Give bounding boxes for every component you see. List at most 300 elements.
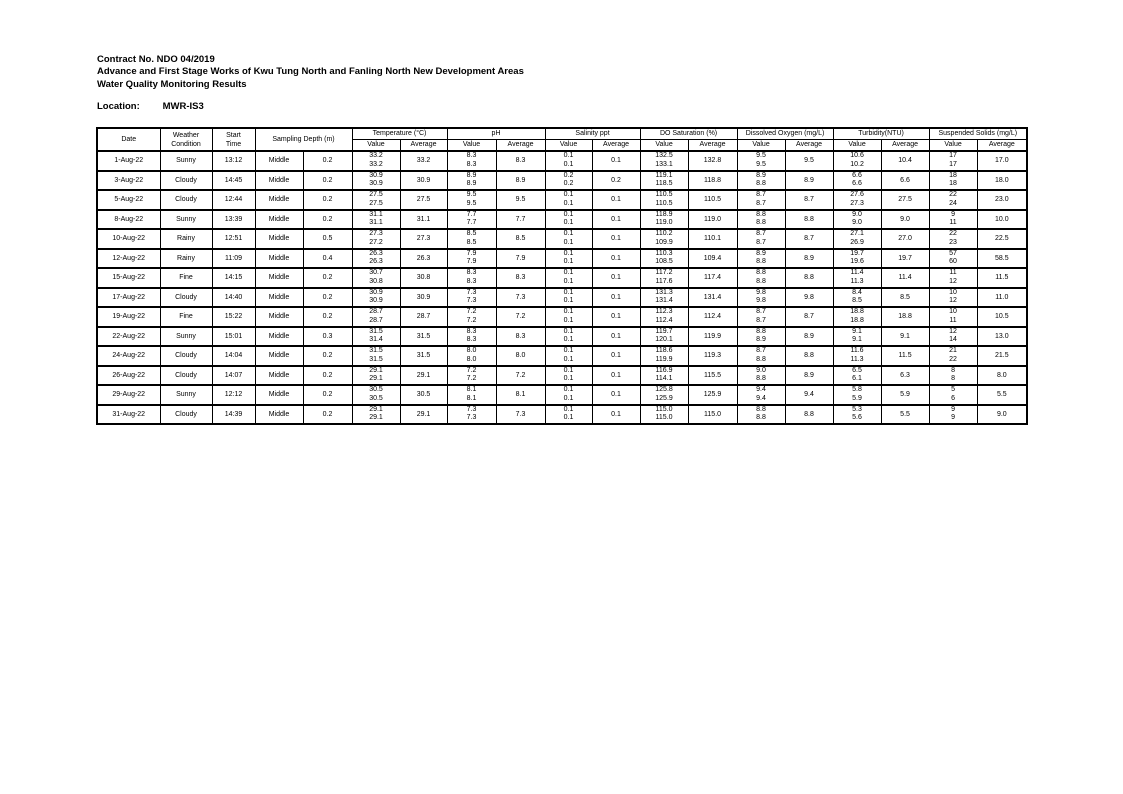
do-reading: 8.8	[756, 219, 766, 227]
ss-reading: 8	[951, 366, 955, 374]
table-row	[97, 190, 1027, 210]
table-row	[97, 229, 1027, 249]
dosat-reading: 115.0	[655, 405, 673, 413]
ss-reading: 9	[951, 414, 955, 422]
depth-position-cell: Middle	[255, 288, 303, 308]
do-value-cell	[737, 405, 785, 425]
temp-reading: 27.5	[369, 191, 383, 199]
ph-value-cell	[447, 405, 496, 425]
start-time-cell: 14:15	[212, 268, 255, 288]
do-value-cell	[737, 171, 785, 191]
temp-value-cell	[352, 405, 400, 425]
do-reading: 8.8	[756, 180, 766, 188]
start-time-cell: 12:44	[212, 190, 255, 210]
sal-value-cell	[545, 327, 592, 347]
sal-reading: 0.1	[563, 414, 574, 422]
ph-value-cell	[447, 268, 496, 288]
do-value-cell	[737, 190, 785, 210]
ph-average-cell: 8.1	[496, 385, 545, 405]
turb-average-cell: 5.9	[881, 385, 929, 405]
col-header-date: Date	[97, 128, 160, 151]
turb-reading: 9.1	[852, 336, 862, 344]
temp-average-cell: 31.5	[400, 327, 447, 347]
temp-average-cell: 28.7	[400, 307, 447, 327]
temp-value-cell	[352, 190, 400, 210]
turb-reading: 8.5	[852, 297, 862, 305]
dosat-value-cell	[640, 385, 688, 405]
dosat-reading: 110.2	[655, 230, 673, 238]
weather-cell: Rainy	[160, 229, 212, 249]
sal-value-cell	[545, 268, 592, 288]
dosat-reading: 125.8	[655, 386, 673, 394]
sal-reading: 0.1	[563, 191, 574, 199]
ph-value-cell	[447, 229, 496, 249]
table-row	[97, 307, 1027, 327]
dosat-reading: 110.5	[655, 199, 673, 207]
temp-reading: 27.5	[369, 199, 383, 207]
turb-value-cell	[833, 366, 881, 386]
start-time-cell: 11:09	[212, 249, 255, 269]
ph-reading: 8.3	[466, 160, 477, 168]
dosat-reading: 108.5	[655, 258, 673, 266]
temp-reading: 31.4	[369, 336, 383, 344]
ph-reading: 8.3	[466, 277, 477, 285]
turb-value-cell	[833, 210, 881, 230]
temp-reading: 26.3	[369, 249, 383, 257]
dosat-reading: 131.4	[655, 297, 673, 305]
ss-value-cell	[929, 327, 977, 347]
col-header-weather-line1: Weather	[172, 131, 200, 139]
temp-value-cell	[352, 346, 400, 366]
dosat-reading: 117.6	[655, 277, 673, 285]
sal-average-cell: 0.1	[592, 151, 640, 171]
ph-value-cell	[447, 346, 496, 366]
start-time-cell: 12:12	[212, 385, 255, 405]
temp-reading: 30.5	[369, 394, 383, 402]
temp-average-cell: 31.1	[400, 210, 447, 230]
temp-reading: 33.2	[369, 160, 383, 168]
sal-value-cell	[545, 190, 592, 210]
turb-reading: 18.8	[850, 308, 864, 316]
turb-average-cell: 27.0	[881, 229, 929, 249]
turb-value-cell	[833, 288, 881, 308]
do-reading: 9.5	[756, 160, 766, 168]
depth-value-cell: 0.4	[303, 249, 352, 269]
do-reading: 8.7	[756, 316, 766, 324]
dosat-reading: 125.9	[655, 394, 673, 402]
temp-value-cell	[352, 366, 400, 386]
ph-average-cell: 8.3	[496, 268, 545, 288]
temp-average-cell: 33.2	[400, 151, 447, 171]
do-average-cell: 8.9	[785, 249, 833, 269]
temp-reading: 33.2	[369, 152, 383, 160]
temp-reading: 30.9	[369, 288, 383, 296]
col-header-weather-line2: Condition	[171, 140, 201, 148]
ss-average-cell: 21.5	[977, 346, 1027, 366]
ph-reading: 7.9	[466, 249, 477, 257]
do-reading: 8.7	[756, 230, 766, 238]
dosat-value-cell	[640, 151, 688, 171]
weather-cell: Cloudy	[160, 171, 212, 191]
dosat-average-cell: 117.4	[688, 268, 737, 288]
ph-value-cell	[447, 190, 496, 210]
depth-value-cell: 0.2	[303, 151, 352, 171]
do-reading: 9.4	[756, 386, 766, 394]
ss-reading: 17	[949, 152, 957, 160]
start-time-cell: 14:40	[212, 288, 255, 308]
location-label: Location:	[97, 101, 140, 112]
table-row	[97, 210, 1027, 230]
sal-reading: 0.1	[563, 277, 574, 285]
ss-reading: 12	[949, 277, 957, 285]
do-reading: 8.8	[756, 210, 766, 218]
turb-reading: 11.3	[850, 355, 864, 363]
temp-reading: 30.9	[369, 171, 383, 179]
sal-value-cell	[545, 210, 592, 230]
ph-average-cell: 8.0	[496, 346, 545, 366]
sal-average-cell: 0.1	[592, 405, 640, 425]
temp-reading: 29.1	[369, 375, 383, 383]
date-cell: 29-Aug-22	[97, 385, 160, 405]
sal-average-cell: 0.2	[592, 171, 640, 191]
temp-reading: 28.7	[369, 308, 383, 316]
sal-reading: 0.1	[563, 405, 574, 413]
dosat-reading: 112.3	[655, 308, 673, 316]
depth-value-cell: 0.2	[303, 307, 352, 327]
turb-value-cell	[833, 249, 881, 269]
do-reading: 9.8	[756, 288, 766, 296]
ss-value-cell	[929, 405, 977, 425]
col-header-start-time	[212, 128, 255, 151]
dosat-average-cell: 110.1	[688, 229, 737, 249]
ph-reading: 8.9	[466, 180, 477, 188]
ph-reading: 7.2	[466, 375, 477, 383]
dosat-average-cell: 112.4	[688, 307, 737, 327]
do-reading: 8.8	[756, 258, 766, 266]
ss-average-cell: 13.0	[977, 327, 1027, 347]
sal-reading: 0.1	[563, 258, 574, 266]
do-value-cell	[737, 307, 785, 327]
weather-cell: Sunny	[160, 327, 212, 347]
dosat-average-cell: 115.0	[688, 405, 737, 425]
ph-average-cell: 8.3	[496, 327, 545, 347]
date-cell: 24-Aug-22	[97, 346, 160, 366]
sal-reading: 0.1	[563, 386, 574, 394]
ss-reading: 57	[949, 249, 957, 257]
temp-average-cell: 26.3	[400, 249, 447, 269]
ph-average-cell: 8.3	[496, 151, 545, 171]
ph-reading: 8.0	[466, 355, 477, 363]
turb-value-cell	[833, 385, 881, 405]
table-row	[97, 346, 1027, 366]
turb-value-cell	[833, 151, 881, 171]
sal-reading: 0.1	[563, 199, 574, 207]
ph-average-cell: 7.7	[496, 210, 545, 230]
turb-reading: 11.3	[850, 277, 864, 285]
date-cell: 12-Aug-22	[97, 249, 160, 269]
depth-position-cell: Middle	[255, 229, 303, 249]
do-average-cell: 8.8	[785, 346, 833, 366]
do-reading: 8.7	[756, 199, 766, 207]
dosat-average-cell: 131.4	[688, 288, 737, 308]
turb-value-cell	[833, 190, 881, 210]
weather-cell: Sunny	[160, 385, 212, 405]
ss-average-cell: 18.0	[977, 171, 1027, 191]
do-value-cell	[737, 366, 785, 386]
table-row	[97, 249, 1027, 269]
ph-reading: 9.5	[466, 191, 477, 199]
ss-average-cell: 58.5	[977, 249, 1027, 269]
ss-average-cell: 8.0	[977, 366, 1027, 386]
turb-reading: 5.3	[852, 405, 862, 413]
turb-value-cell	[833, 327, 881, 347]
temp-average-cell: 30.9	[400, 288, 447, 308]
sal-average-cell: 0.1	[592, 190, 640, 210]
col-header-group-temperature: Temperature (°C)	[352, 128, 447, 140]
dosat-value-cell	[640, 171, 688, 191]
turb-reading: 11.4	[850, 269, 864, 277]
dosat-reading: 114.1	[655, 375, 673, 383]
turb-reading: 27.3	[850, 199, 864, 207]
sal-reading: 0.2	[563, 171, 574, 179]
subheader-ph-value: Value	[447, 140, 496, 152]
ph-value-cell	[447, 327, 496, 347]
sal-value-cell	[545, 385, 592, 405]
start-time-cell: 15:22	[212, 307, 255, 327]
ss-reading: 6	[951, 394, 955, 402]
ph-reading: 8.5	[466, 238, 477, 246]
start-time-cell: 14:07	[212, 366, 255, 386]
weather-cell: Cloudy	[160, 366, 212, 386]
sal-value-cell	[545, 151, 592, 171]
ss-average-cell: 5.5	[977, 385, 1027, 405]
sal-reading: 0.1	[563, 347, 574, 355]
ph-average-cell: 7.3	[496, 405, 545, 425]
depth-position-cell: Middle	[255, 171, 303, 191]
temp-value-cell	[352, 210, 400, 230]
subheader-do-value: Value	[737, 140, 785, 152]
ss-reading: 11	[949, 316, 957, 324]
turb-reading: 9.0	[852, 219, 862, 227]
subheader-ss-value: Value	[929, 140, 977, 152]
subheader-ss-average: Average	[977, 140, 1027, 152]
do-reading: 8.9	[756, 249, 766, 257]
turb-value-cell	[833, 268, 881, 288]
ph-value-cell	[447, 366, 496, 386]
do-average-cell: 8.7	[785, 307, 833, 327]
sal-average-cell: 0.1	[592, 307, 640, 327]
start-time-cell: 15:01	[212, 327, 255, 347]
temp-average-cell: 27.3	[400, 229, 447, 249]
table-row	[97, 268, 1027, 288]
ph-reading: 8.3	[466, 336, 477, 344]
sal-reading: 0.1	[563, 355, 574, 363]
sal-average-cell: 0.1	[592, 249, 640, 269]
dosat-value-cell	[640, 229, 688, 249]
col-header-group-salinity: Salinity ppt	[545, 128, 640, 140]
date-cell: 8-Aug-22	[97, 210, 160, 230]
temp-value-cell	[352, 385, 400, 405]
sal-value-cell	[545, 249, 592, 269]
do-reading: 8.7	[756, 191, 766, 199]
dosat-reading: 120.1	[655, 336, 673, 344]
turb-reading: 8.4	[852, 288, 862, 296]
temp-reading: 30.9	[369, 297, 383, 305]
turb-average-cell: 27.5	[881, 190, 929, 210]
sal-reading: 0.1	[563, 230, 574, 238]
ss-reading: 5	[951, 386, 955, 394]
date-cell: 17-Aug-22	[97, 288, 160, 308]
do-reading: 8.8	[756, 355, 766, 363]
dosat-reading: 131.3	[655, 288, 673, 296]
temp-reading: 30.8	[369, 277, 383, 285]
turb-average-cell: 11.5	[881, 346, 929, 366]
sal-value-cell	[545, 405, 592, 425]
subheader-temp-value: Value	[352, 140, 400, 152]
turb-reading: 26.9	[850, 238, 864, 246]
turb-value-cell	[833, 307, 881, 327]
date-cell: 1-Aug-22	[97, 151, 160, 171]
col-header-group-do-saturation: DO Saturation (%)	[640, 128, 737, 140]
sal-value-cell	[545, 171, 592, 191]
report-subtitle: Water Quality Monitoring Results	[97, 78, 247, 90]
ss-average-cell: 10.5	[977, 307, 1027, 327]
sal-value-cell	[545, 307, 592, 327]
temp-reading: 31.5	[369, 327, 383, 335]
temp-average-cell: 30.9	[400, 171, 447, 191]
ss-reading: 12	[949, 327, 957, 335]
start-time-cell: 14:04	[212, 346, 255, 366]
ph-average-cell: 7.9	[496, 249, 545, 269]
dosat-average-cell: 125.9	[688, 385, 737, 405]
ss-reading: 60	[949, 258, 957, 266]
depth-position-cell: Middle	[255, 307, 303, 327]
do-reading: 8.7	[756, 347, 766, 355]
depth-value-cell: 0.2	[303, 346, 352, 366]
weather-cell: Cloudy	[160, 190, 212, 210]
col-header-start-line2: Time	[225, 140, 242, 148]
ph-reading: 7.2	[466, 308, 477, 316]
sal-reading: 0.1	[563, 288, 574, 296]
location-value: MWR-IS3	[162, 101, 204, 112]
do-reading: 9.5	[756, 152, 766, 160]
sal-value-cell	[545, 346, 592, 366]
ss-average-cell: 23.0	[977, 190, 1027, 210]
sal-average-cell: 0.1	[592, 268, 640, 288]
ph-value-cell	[447, 210, 496, 230]
dosat-average-cell: 109.4	[688, 249, 737, 269]
sal-reading: 0.1	[563, 219, 574, 227]
col-header-sampling-depth: Sampling Depth (m)	[255, 128, 352, 151]
ss-reading: 17	[949, 160, 957, 168]
sal-reading: 0.1	[563, 375, 574, 383]
depth-position-cell: Middle	[255, 385, 303, 405]
ph-reading: 8.5	[466, 230, 477, 238]
subheader-do-average: Average	[785, 140, 833, 152]
do-reading: 8.7	[756, 308, 766, 316]
ss-value-cell	[929, 151, 977, 171]
ph-value-cell	[447, 307, 496, 327]
depth-value-cell: 0.2	[303, 171, 352, 191]
date-cell: 5-Aug-22	[97, 190, 160, 210]
turb-reading: 18.8	[850, 316, 864, 324]
depth-value-cell: 0.2	[303, 288, 352, 308]
ss-reading: 9	[951, 210, 955, 218]
table-row	[97, 288, 1027, 308]
turb-reading: 9.0	[852, 210, 862, 218]
dosat-average-cell: 110.5	[688, 190, 737, 210]
ss-value-cell	[929, 171, 977, 191]
dosat-value-cell	[640, 268, 688, 288]
ph-average-cell: 7.2	[496, 307, 545, 327]
do-reading: 9.8	[756, 297, 766, 305]
col-header-weather-condition	[160, 128, 212, 151]
dosat-value-cell	[640, 405, 688, 425]
dosat-reading: 119.7	[655, 327, 673, 335]
dosat-value-cell	[640, 346, 688, 366]
do-average-cell: 9.4	[785, 385, 833, 405]
col-header-group-ph: pH	[447, 128, 545, 140]
dosat-average-cell: 119.3	[688, 346, 737, 366]
temp-reading: 31.5	[369, 355, 383, 363]
ss-reading: 10	[949, 288, 957, 296]
date-cell: 31-Aug-22	[97, 405, 160, 425]
do-average-cell: 8.7	[785, 190, 833, 210]
temp-reading: 31.5	[369, 347, 383, 355]
dosat-reading: 109.9	[655, 238, 673, 246]
temp-reading: 29.1	[369, 405, 383, 413]
ph-value-cell	[447, 171, 496, 191]
location-row	[97, 101, 204, 112]
sal-reading: 0.1	[563, 297, 574, 305]
do-value-cell	[737, 327, 785, 347]
temp-reading: 29.1	[369, 414, 383, 422]
ph-value-cell	[447, 385, 496, 405]
temp-reading: 30.9	[369, 180, 383, 188]
do-average-cell: 9.5	[785, 151, 833, 171]
turb-average-cell: 10.4	[881, 151, 929, 171]
do-average-cell: 8.8	[785, 210, 833, 230]
dosat-reading: 117.2	[655, 269, 673, 277]
turb-reading: 6.1	[852, 375, 862, 383]
ph-reading: 8.9	[466, 171, 477, 179]
turb-average-cell: 6.6	[881, 171, 929, 191]
temp-value-cell	[352, 288, 400, 308]
turb-average-cell: 9.0	[881, 210, 929, 230]
table-row	[97, 405, 1027, 425]
do-average-cell: 8.9	[785, 327, 833, 347]
depth-value-cell: 0.2	[303, 268, 352, 288]
sal-reading: 0.1	[563, 269, 574, 277]
ss-reading: 18	[949, 171, 957, 179]
sal-average-cell: 0.1	[592, 210, 640, 230]
dosat-reading: 119.9	[655, 355, 673, 363]
ph-reading: 8.1	[466, 394, 477, 402]
do-reading: 8.8	[756, 327, 766, 335]
subheader-turb-value: Value	[833, 140, 881, 152]
depth-position-cell: Middle	[255, 366, 303, 386]
temp-reading: 31.1	[369, 210, 383, 218]
sal-value-cell	[545, 366, 592, 386]
do-reading: 9.0	[756, 366, 766, 374]
depth-value-cell: 0.2	[303, 385, 352, 405]
dosat-value-cell	[640, 366, 688, 386]
weather-cell: Fine	[160, 268, 212, 288]
depth-position-cell: Middle	[255, 249, 303, 269]
ph-average-cell: 9.5	[496, 190, 545, 210]
ph-value-cell	[447, 288, 496, 308]
project-title: Advance and First Stage Works of Kwu Tung North and Fanling North New Development Areas	[97, 66, 524, 78]
